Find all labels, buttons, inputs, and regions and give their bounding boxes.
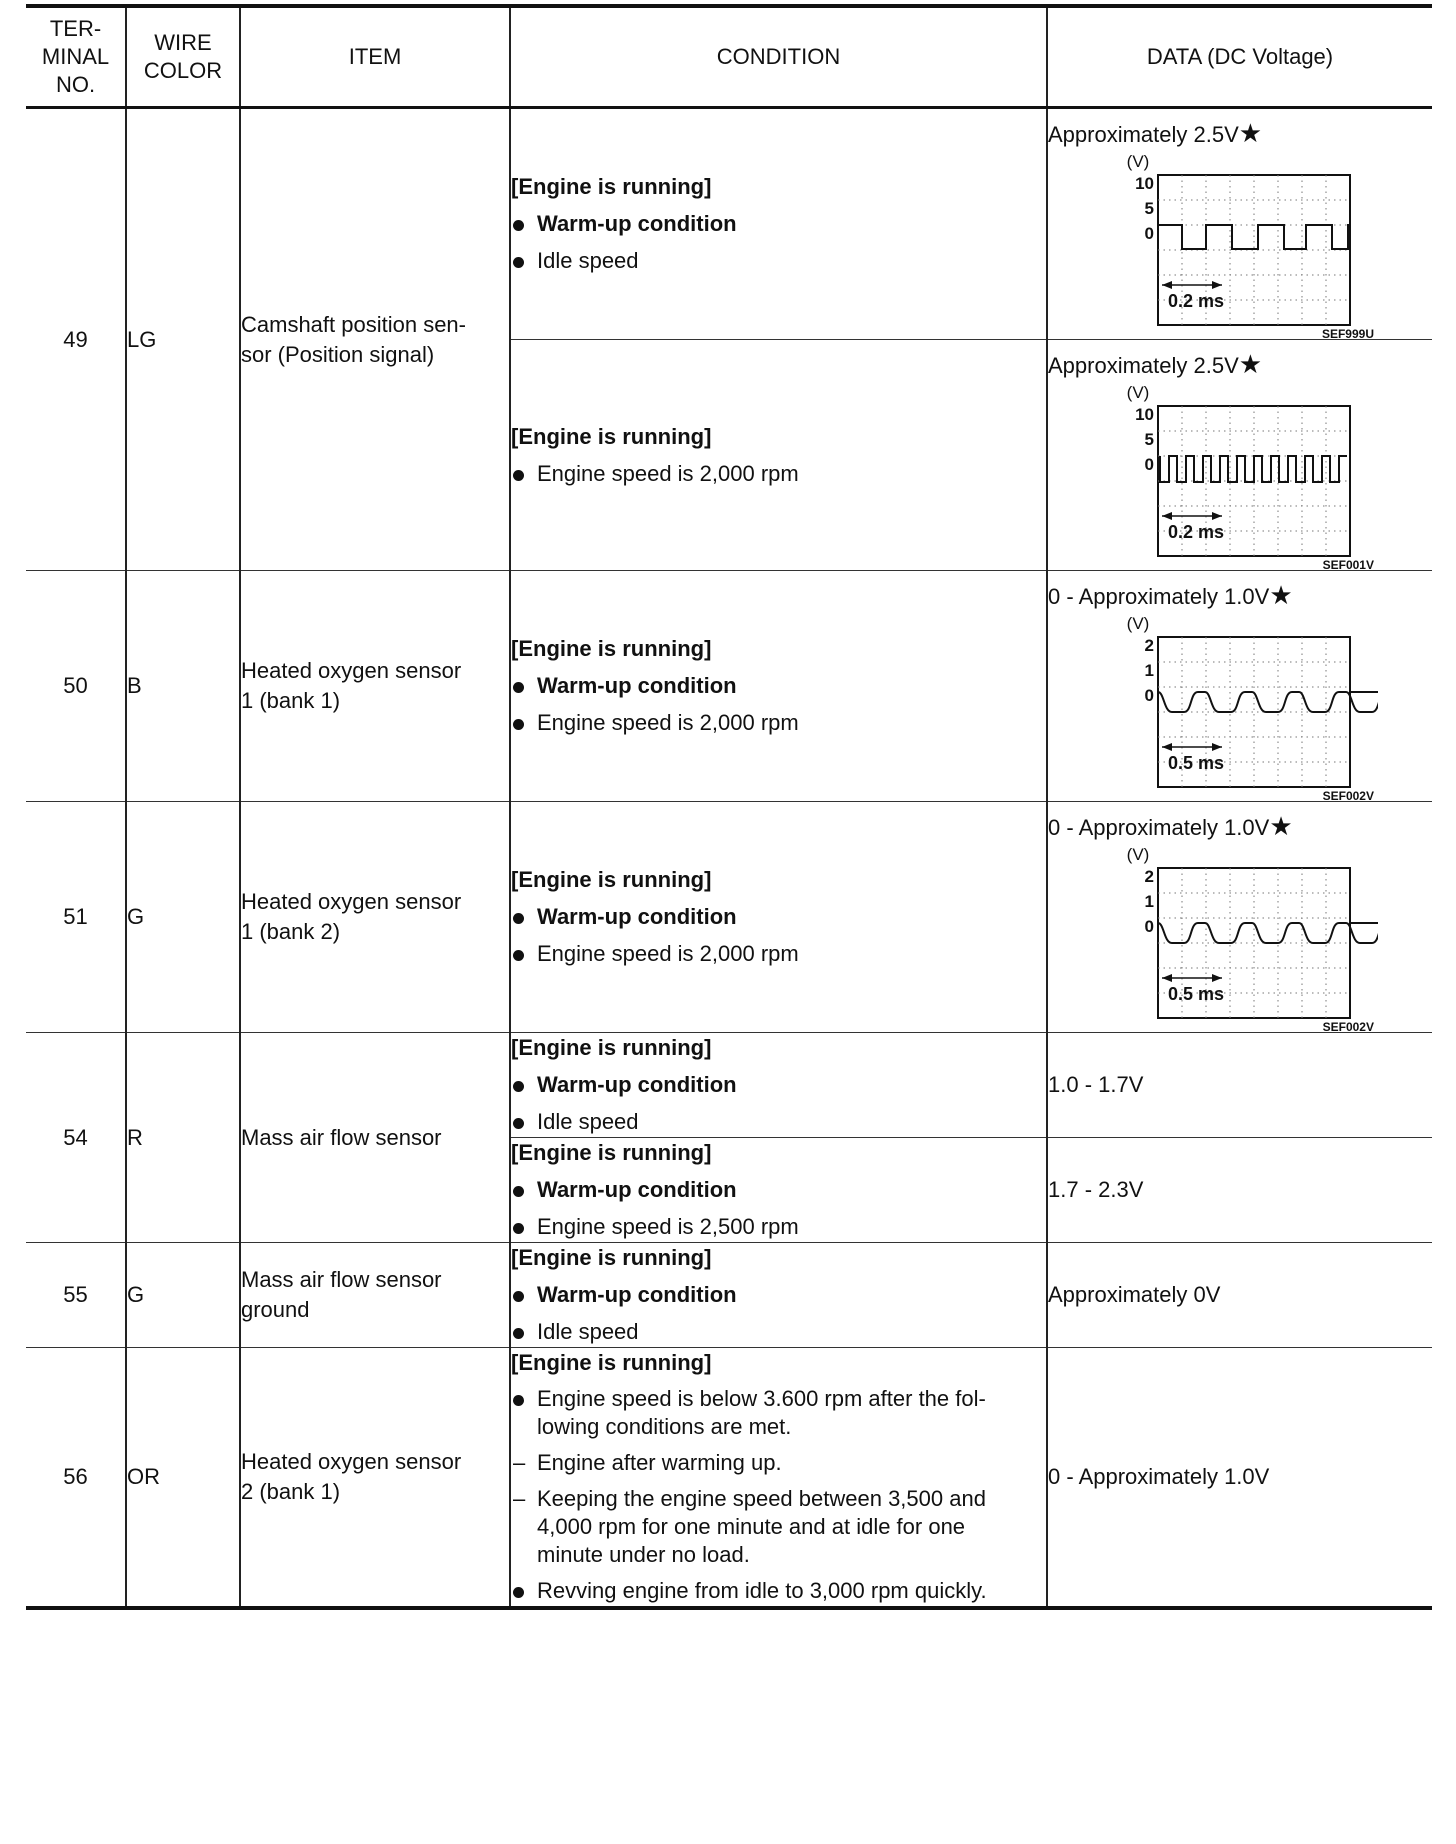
item-text-line: 1 (bank 1) [241, 688, 341, 713]
condition-line [511, 1576, 1046, 1606]
condition-text-line: 4,000 rpm for one minute and at idle for one [537, 1514, 966, 1539]
data-cell [1047, 108, 1432, 340]
condition-line [511, 209, 1046, 239]
condition-text: Engine speed is 2,000 rpm [537, 710, 799, 735]
star-icon: ★ [1238, 349, 1263, 379]
waveform-code: SEF002V [1322, 1020, 1374, 1032]
item-text-line: sor (Position signal) [241, 341, 435, 367]
bullet-dash: – [513, 1450, 526, 1475]
waveform-y-tick: 0 [1144, 917, 1154, 936]
data-cell [1047, 571, 1432, 802]
waveform-time-label: 0.5 ms [1168, 984, 1225, 1004]
bullet-dash: – [513, 1486, 526, 1511]
header-item: ITEM [240, 6, 510, 108]
condition-line [511, 1212, 1046, 1242]
item-text-line: Heated oxygen sensor [241, 1449, 462, 1474]
bullet-dot [511, 939, 531, 969]
wire-color: OR [126, 1348, 240, 1609]
condition-cell [510, 1243, 1047, 1348]
star-icon: ★ [1269, 811, 1293, 841]
condition-text-line: Keeping the engine speed between 3,500 and [537, 1486, 986, 1511]
time-scale-arrow-left [1162, 281, 1172, 289]
terminal-no: 51 [26, 802, 126, 1033]
condition-text: Revving engine from idle to 3,000 rpm quickly. [537, 1578, 987, 1603]
condition-text: Idle speed [537, 1319, 639, 1344]
condition-line [511, 1448, 1046, 1478]
condition-line [511, 1385, 1046, 1441]
condition-heading: [Engine is running] [511, 423, 712, 449]
table-row [26, 1243, 1432, 1348]
condition-line [511, 1485, 1046, 1569]
header-wire-color: WIRE COLOR [126, 6, 240, 108]
table-row [26, 108, 1432, 340]
waveform-y-tick: 0 [1144, 686, 1154, 705]
item-text-line: Heated oxygen sensor [241, 889, 462, 914]
condition-cell [510, 1348, 1047, 1609]
condition-text: Warm-up condition [537, 1072, 737, 1097]
data-value [1048, 1176, 1432, 1204]
condition-cell [510, 1033, 1047, 1138]
condition-text: Warm-up condition [537, 1282, 737, 1307]
condition-cell [510, 802, 1047, 1033]
waveform-sef999u [1088, 151, 1378, 339]
time-scale-arrow-right [1212, 512, 1222, 520]
star-icon: ★ [1238, 118, 1263, 148]
header-data: DATA (DC Voltage) [1047, 6, 1432, 108]
data-value [1048, 812, 1432, 842]
data-cell [1047, 1348, 1432, 1609]
data-text: 0 - Approximately 1.0V [1048, 815, 1270, 840]
waveform-unit-label: (V) [1126, 614, 1150, 633]
condition-text: Warm-up condition [537, 904, 737, 929]
waveform-y-tick: 2 [1144, 867, 1154, 886]
condition-text-line: lowing conditions are met. [537, 1414, 792, 1439]
waveform-y-tick: 0 [1144, 224, 1154, 243]
condition-heading: [Engine is running] [511, 636, 712, 661]
item-text-line: 1 (bank 2) [241, 919, 341, 944]
waveform-code: SEF002V [1322, 789, 1374, 801]
waveform-sef002v [1088, 844, 1378, 1032]
waveform-trace [1158, 692, 1378, 712]
bullet-dot [511, 1280, 531, 1310]
data-value [1048, 1071, 1432, 1099]
waveform-code: SEF999U [1321, 327, 1374, 339]
waveform-unit-label: (V) [1126, 152, 1150, 171]
data-value [1048, 119, 1432, 149]
terminal-no: 55 [26, 1243, 126, 1348]
bullet-dot [511, 1107, 531, 1137]
table-row [26, 571, 1432, 802]
waveform-time-label: 0.2 ms [1168, 522, 1225, 542]
waveform-sef002v [1088, 613, 1378, 801]
bullet-dot [511, 902, 531, 932]
waveform-trace [1158, 923, 1378, 943]
condition-heading: [Engine is running] [511, 1245, 712, 1270]
condition-line [511, 1317, 1046, 1347]
condition-heading: [Engine is running] [511, 1140, 712, 1165]
condition-line [511, 902, 1046, 932]
condition-line [511, 1107, 1046, 1137]
terminal-no: 54 [26, 1033, 126, 1243]
data-text: 1.7 - 2.3V [1048, 1177, 1144, 1202]
table-row [26, 802, 1432, 1033]
bullet-dot [511, 671, 531, 701]
bullet-dot [511, 1576, 531, 1606]
waveform-y-tick: 10 [1135, 405, 1154, 424]
table-row [26, 1033, 1432, 1138]
header-terminal-no: TER- MINAL NO. [26, 6, 126, 108]
time-scale-arrow-left [1162, 743, 1172, 751]
item-name [240, 802, 510, 1033]
item-name [240, 1348, 510, 1609]
data-value [1048, 1463, 1432, 1491]
time-scale-arrow-left [1162, 974, 1172, 982]
condition-text: Engine speed is 2,000 rpm [537, 460, 799, 486]
data-text: 1.0 - 1.7V [1048, 1072, 1144, 1097]
bullet-dot [511, 1175, 531, 1205]
time-scale-arrow-right [1212, 743, 1222, 751]
time-scale-arrow-right [1212, 281, 1222, 289]
item-text-line: Mass air flow sensor [241, 1267, 442, 1292]
bullet-dot [511, 209, 531, 239]
condition-text-line: minute under no load. [537, 1542, 750, 1567]
waveform-unit-label: (V) [1126, 383, 1150, 402]
condition-line [511, 708, 1046, 738]
condition-text: Warm-up condition [537, 1177, 737, 1202]
item-text-line: Camshaft position sen- [241, 311, 466, 337]
terminal-no: 50 [26, 571, 126, 802]
data-value [1048, 350, 1432, 380]
condition-text-line: Engine speed is below 3.600 rpm after the fol- [537, 1386, 986, 1411]
time-scale-arrow-right [1212, 974, 1222, 982]
condition-heading: [Engine is running] [511, 1350, 712, 1375]
data-cell [1047, 340, 1432, 571]
terminal-data-table [26, 4, 1432, 1610]
table-row [26, 1348, 1432, 1609]
condition-text: Idle speed [537, 248, 639, 273]
item-name [240, 1243, 510, 1348]
bullet-dot [511, 1317, 531, 1347]
data-text: Approximately 2.5V [1048, 353, 1239, 378]
data-cell [1047, 1243, 1432, 1348]
terminal-no: 56 [26, 1348, 126, 1609]
waveform-unit-label: (V) [1126, 845, 1150, 864]
wire-color: LG [126, 108, 240, 571]
condition-cell [510, 340, 1047, 571]
wire-color: G [126, 1243, 240, 1348]
waveform-y-tick: 0 [1144, 455, 1154, 474]
condition-heading: [Engine is running] [511, 174, 712, 199]
condition-heading: [Engine is running] [511, 1035, 712, 1060]
condition-cell [510, 1138, 1047, 1243]
waveform-code: SEF001V [1322, 558, 1374, 570]
data-cell [1047, 1033, 1432, 1138]
condition-line [511, 671, 1046, 701]
waveform-y-tick: 5 [1144, 430, 1154, 449]
data-value [1048, 581, 1432, 611]
condition-text: Idle speed [537, 1109, 639, 1134]
condition-line [511, 939, 1046, 969]
waveform-y-tick: 1 [1144, 661, 1154, 680]
condition-text: Engine after warming up. [537, 1450, 782, 1475]
data-cell [1047, 1138, 1432, 1243]
bullet-dot [511, 708, 531, 738]
time-scale-arrow-left [1162, 512, 1172, 520]
data-text: Approximately 2.5V [1048, 122, 1239, 147]
item-name [240, 1033, 510, 1243]
item-text-line: 2 (bank 1) [241, 1479, 341, 1504]
item-name [240, 108, 510, 571]
condition-heading: [Engine is running] [511, 867, 712, 892]
star-icon: ★ [1269, 580, 1293, 610]
wire-color: R [126, 1033, 240, 1243]
condition-line [511, 1070, 1046, 1100]
waveform-time-label: 0.2 ms [1168, 291, 1225, 311]
data-value [1048, 1281, 1432, 1309]
condition-text: Warm-up condition [537, 211, 737, 236]
data-text: Approximately 0V [1048, 1282, 1221, 1307]
wire-color: B [126, 571, 240, 802]
item-name [240, 571, 510, 802]
condition-cell [510, 571, 1047, 802]
condition-text: Warm-up condition [537, 673, 737, 698]
condition-cell [510, 108, 1047, 340]
item-text-line: Mass air flow sensor [241, 1124, 442, 1150]
item-text-line: Heated oxygen sensor [241, 658, 462, 683]
bullet-dot [511, 1385, 531, 1413]
waveform-trace [1160, 456, 1347, 482]
data-text: 0 - Approximately 1.0V [1048, 584, 1270, 609]
condition-line [511, 1175, 1046, 1205]
header-row [26, 6, 1432, 108]
data-cell [1047, 802, 1432, 1033]
condition-text: Engine speed is 2,000 rpm [537, 941, 799, 966]
waveform-y-tick: 5 [1144, 199, 1154, 218]
item-text-line: ground [241, 1297, 310, 1322]
waveform-y-tick: 10 [1135, 174, 1154, 193]
wire-color: G [126, 802, 240, 1033]
condition-line [511, 1280, 1046, 1310]
condition-text: Engine speed is 2,500 rpm [537, 1214, 799, 1239]
condition-line [511, 459, 1046, 489]
condition-line [511, 246, 1046, 276]
waveform-time-label: 0.5 ms [1168, 753, 1225, 773]
header-condition: CONDITION [510, 6, 1047, 108]
bullet-dot [511, 1212, 531, 1242]
bullet-dot [511, 459, 531, 489]
waveform-y-tick: 2 [1144, 636, 1154, 655]
waveform-y-tick: 1 [1144, 892, 1154, 911]
terminal-no: 49 [26, 108, 126, 571]
bullet-dot [511, 1070, 531, 1100]
bullet-dot [511, 246, 531, 276]
waveform-sef001v [1088, 382, 1378, 570]
data-text: 0 - Approximately 1.0V [1048, 1464, 1270, 1489]
